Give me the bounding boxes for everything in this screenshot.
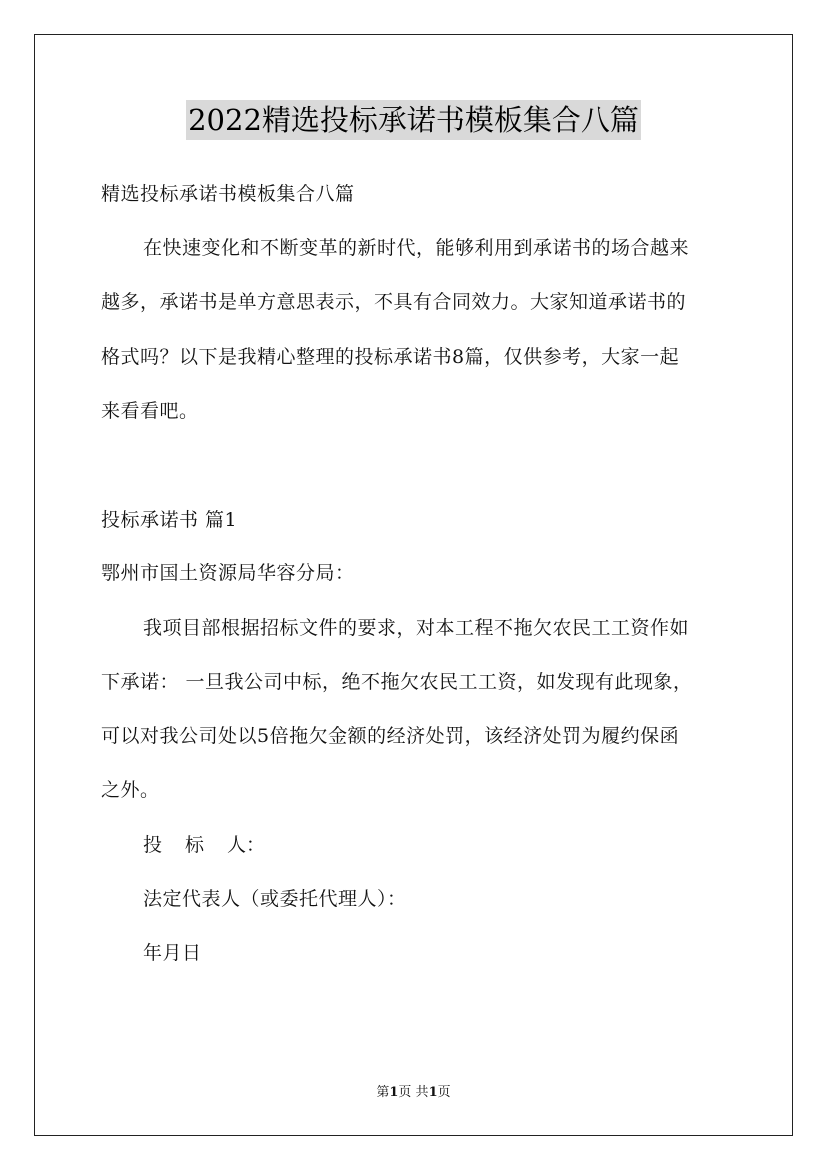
section-heading: 投标承诺书 篇1 bbox=[101, 509, 238, 531]
body-line-4: 之外。 bbox=[101, 779, 160, 801]
footer-page-num: 1 bbox=[389, 1085, 399, 1100]
bidder-char-3: 人： bbox=[227, 834, 266, 856]
bidder-char-1: 投 bbox=[143, 834, 163, 856]
bidder-signature-line bbox=[143, 833, 265, 857]
representative-signature-line: 法定代表人（或委托代理人）： bbox=[143, 888, 407, 910]
title-wrap bbox=[0, 100, 827, 140]
footer-mid: 页 共 bbox=[398, 1085, 429, 1100]
footer-suffix: 页 bbox=[437, 1085, 451, 1100]
document-title: 2022精选投标承诺书模板集合八篇 bbox=[186, 100, 641, 140]
intro-line-1: 在快速变化和不断变革的新时代，能够利用到承诺书的场合越来 bbox=[143, 237, 690, 259]
date-line: 年月日 bbox=[143, 942, 202, 964]
intro-line-3: 格式吗？以下是我精心整理的投标承诺书8篇，仅供参考，大家一起 bbox=[101, 346, 680, 368]
document-subtitle: 精选投标承诺书模板集合八篇 bbox=[101, 183, 355, 205]
addressee: 鄂州市国土资源局华容分局： bbox=[101, 562, 355, 584]
body-line-1: 我项目部根据招标文件的要求，对本工程不拖欠农民工工资作如 bbox=[143, 617, 690, 639]
body-line-2: 下承诺： 一旦我公司中标，绝不拖欠农民工工资，如发现有此现象， bbox=[101, 671, 693, 693]
intro-line-2: 越多，承诺书是单方意思表示，不具有合同效力。大家知道承诺书的 bbox=[101, 291, 687, 313]
intro-line-4: 来看看吧。 bbox=[101, 400, 199, 422]
page-footer bbox=[0, 1085, 827, 1101]
footer-page-total: 1 bbox=[428, 1085, 438, 1100]
footer-prefix: 第 bbox=[376, 1085, 390, 1100]
body-line-3: 可以对我公司处以5倍拖欠金额的经济处罚，该经济处罚为履约保函 bbox=[101, 725, 680, 747]
bidder-char-2: 标 bbox=[185, 834, 205, 856]
